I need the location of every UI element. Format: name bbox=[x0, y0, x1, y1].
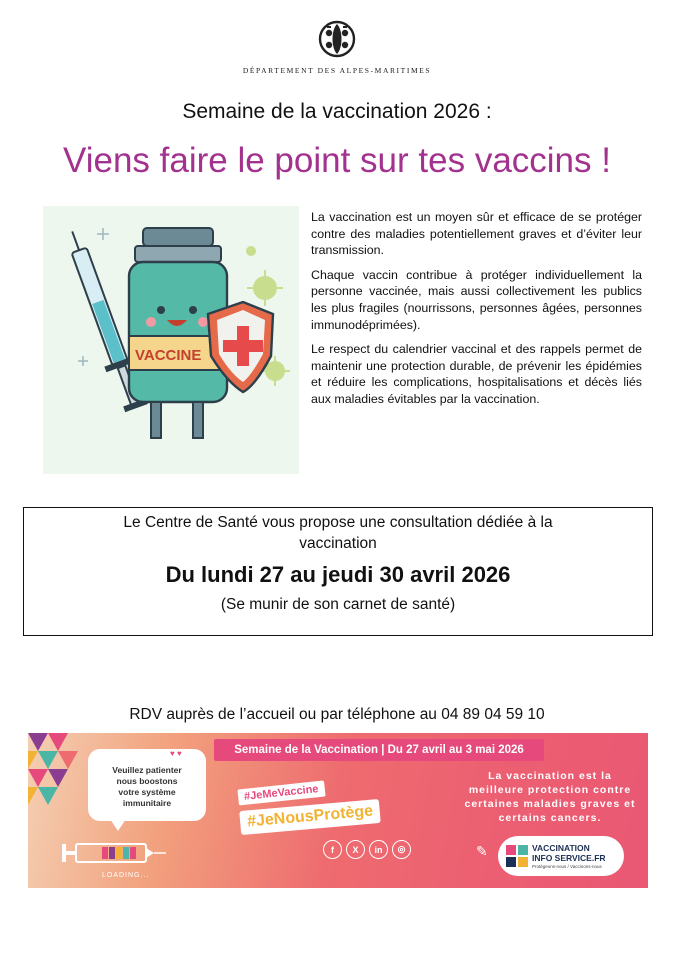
bubble-line: immunitaire bbox=[122, 798, 172, 808]
bubble-line: votre système bbox=[118, 787, 176, 797]
vis-tagline: Protégeons-nous / Vaccinons-nous bbox=[532, 864, 602, 869]
paragraph: Chaque vaccin contribue à protéger individuellement la personne vaccinée, mais aussi collectivement les publics les plus fragiles (nourrissons, personnes âgées, personnes immunodéprimées). bbox=[311, 267, 642, 332]
body-text bbox=[311, 209, 642, 416]
page-title: Viens faire le point sur tes vaccins ! bbox=[63, 141, 611, 180]
vaccine-mascot-illustration bbox=[43, 206, 299, 474]
loading-label: LOADING... bbox=[102, 872, 150, 879]
social-icons bbox=[323, 840, 411, 859]
x-icon: X bbox=[346, 840, 365, 859]
consultation-box bbox=[23, 507, 653, 636]
vaccination-info-service-logo bbox=[498, 836, 624, 876]
banner-header: Semaine de la Vaccination | Du 27 avril au 3 mai 2026 bbox=[214, 739, 544, 761]
consultation-dates: Du lundi 27 au jeudi 30 avril 2026 bbox=[165, 562, 511, 587]
paragraph: La vaccination est un moyen sûr et efficace de se protéger contre des maladies potentiellement graves et d’éviter leur transmission. bbox=[311, 210, 642, 258]
page-subtitle: Semaine de la vaccination 2026 : bbox=[182, 100, 492, 123]
syringe-loading-icon bbox=[58, 838, 168, 868]
department-name: DÉPARTEMENT DES ALPES-MARITIMES bbox=[242, 66, 432, 75]
vaccination-week-banner bbox=[28, 733, 648, 888]
facebook-icon: f bbox=[323, 840, 342, 859]
consultation-note: (Se munir de son carnet de santé) bbox=[220, 596, 456, 613]
speech-bubble bbox=[88, 749, 206, 821]
cube-logo-icon bbox=[506, 845, 528, 867]
bubble-line: Veuillez patienter bbox=[112, 765, 182, 775]
banner-slogan: La vaccination est la meilleure protection contre certaines maladies graves et certains cancers. bbox=[464, 770, 636, 824]
hashtag-jemevaccine: #JeMeVaccine bbox=[237, 781, 325, 806]
bubble-line: nous boostons bbox=[116, 776, 178, 786]
pen-icon: ✎ bbox=[476, 843, 488, 859]
appointment-info: RDV auprès de l’accueil ou par téléphone au 04 89 04 59 10 bbox=[129, 706, 545, 723]
hashtag-jenousprotege: #JeNousProtège bbox=[239, 799, 381, 835]
vis-line1: VACCINATION bbox=[532, 843, 590, 853]
paragraph: Le respect du calendrier vaccinal et des rappels permet de maintenir une protection durable, de prévenir les épidémies et réduire les complications, hospitalisations et décès liés aux maladies évitables par la vaccination. bbox=[311, 342, 642, 406]
heart-icon: ♥ ♥ bbox=[170, 749, 182, 758]
consultation-intro: Le Centre de Santé vous propose une consultation dédiée à la vaccination bbox=[123, 514, 553, 552]
department-logo bbox=[0, 18, 674, 60]
instagram-icon: ◎ bbox=[392, 840, 411, 859]
vaccine-label: VACCINE bbox=[135, 347, 202, 364]
vis-line2: INFO SERVICE.FR bbox=[532, 853, 606, 863]
alpes-maritimes-crest-icon bbox=[317, 18, 357, 60]
vis-logo-text bbox=[532, 843, 606, 863]
linkedin-icon: in bbox=[369, 840, 388, 859]
